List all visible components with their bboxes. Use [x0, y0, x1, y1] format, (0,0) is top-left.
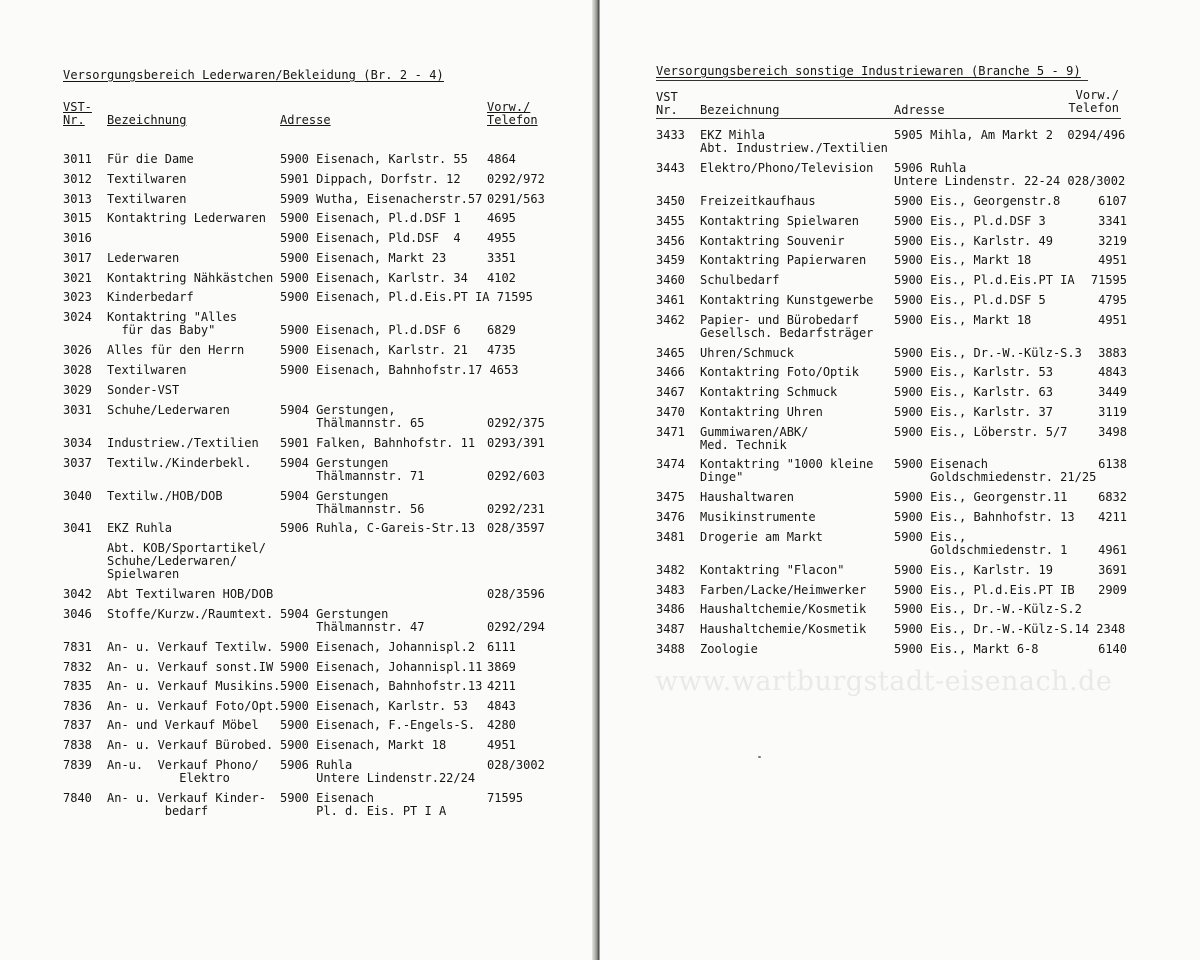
- bezeichnung-cell: Gummiwaren/ABK/ Med. Technik: [700, 425, 809, 452]
- bezeichnung-cell: Kontaktring "1000 kleine Dinge": [700, 457, 874, 484]
- telefon-cell: 4951: [487, 738, 516, 752]
- vst-number: 3481: [656, 530, 685, 544]
- telefon-cell: 4843: [487, 699, 516, 713]
- bezeichnung-cell: Kontaktring "Alles für das Baby": [107, 310, 238, 337]
- adresse-cell: 5900 Eisenach, Pl.d.DSF 1: [280, 211, 461, 225]
- adresse-cell: 5900 Eisenach, Markt 23: [280, 251, 447, 265]
- telefon-cell: 4735: [487, 343, 516, 357]
- telefon-cell: 6832: [1098, 490, 1127, 504]
- vst-number: 3460: [656, 273, 685, 287]
- adresse-cell: 5900 Eis., Dr.-W.-Külz-S.2: [894, 602, 1082, 616]
- telefon-cell: 028/3002: [487, 758, 545, 772]
- adresse-cell: 5900 Eis., Georgenstr.8: [894, 194, 1061, 208]
- bezeichnung-cell: Kontaktring Schmuck: [700, 385, 838, 399]
- left-header-telefon-text: Vorw./ Telefon: [487, 100, 538, 127]
- adresse-cell: 5904 Gerstungen, Thälmannstr. 65: [280, 403, 425, 430]
- adresse-cell: 5909 Wutha, Eisenacherstr.57: [280, 192, 483, 206]
- bezeichnung-cell: An- u. Verkauf Foto/Opt.: [107, 699, 281, 713]
- bezeichnung-cell: Schulbedarf: [700, 273, 780, 287]
- bezeichnung-cell: Elektro/Phono/Television: [700, 161, 874, 175]
- vst-number: 3466: [656, 365, 685, 379]
- bezeichnung-cell: Textilwaren: [107, 192, 187, 206]
- vst-number: 7832: [63, 660, 92, 674]
- right-header-rule: [656, 118, 1121, 119]
- bezeichnung-cell: Schuhe/Lederwaren: [107, 403, 230, 417]
- vst-number: 3467: [656, 385, 685, 399]
- right-header-vst-nr: [656, 91, 678, 117]
- vst-number: 3024: [63, 310, 92, 324]
- vst-number: 3450: [656, 194, 685, 208]
- vst-number: 3483: [656, 583, 685, 597]
- adresse-cell: 5900 Eis., Karlstr. 63: [894, 385, 1053, 399]
- telefon-cell: 4951: [1098, 313, 1127, 327]
- vst-number: 3037: [63, 456, 92, 470]
- adresse-cell: 5900 Eis., Dr.-W.-Külz-S.14 2348: [894, 622, 1126, 636]
- adresse-cell: 5900 Eisenach, Pl.d.Eis.PT IA 71595: [280, 290, 533, 304]
- adresse-cell: 5906 Ruhla Untere Lindenstr. 22-24 028/3002: [894, 161, 1126, 188]
- bezeichnung-cell: EKZ Mihla Abt. Industriew./Textilien: [700, 128, 888, 155]
- vst-number: 7831: [63, 640, 92, 654]
- vst-number: 3013: [63, 192, 92, 206]
- adresse-cell: 5904 Gerstungen Thälmannstr. 47: [280, 607, 425, 634]
- left-header-vst-nr: [63, 101, 92, 127]
- vst-number: 3471: [656, 425, 685, 439]
- telefon-cell: 0292/972: [487, 172, 545, 186]
- bezeichnung-cell: Textilwaren: [107, 363, 187, 377]
- telefon-cell: 3351: [487, 251, 516, 265]
- vst-number: 3470: [656, 405, 685, 419]
- left-header-telefon: [487, 101, 538, 127]
- adresse-cell: 5900 Eisenach Goldschmiedenstr. 21/25: [894, 457, 1097, 484]
- bezeichnung-cell: Kontaktring Papierwaren: [700, 253, 867, 267]
- right-header-adresse: Adresse: [894, 103, 945, 117]
- adresse-cell: 5900 Eis., Markt 6-8: [894, 642, 1039, 656]
- vst-number: 3465: [656, 346, 685, 360]
- telefon-cell: 0292/603: [487, 469, 545, 483]
- bezeichnung-cell: An- u. Verkauf sonst.IW: [107, 660, 274, 674]
- bezeichnung-cell: Kontaktring Uhren: [700, 405, 823, 419]
- adresse-cell: 5900 Eis., Markt 18: [894, 313, 1032, 327]
- telefon-cell: 6140: [1098, 642, 1127, 656]
- telefon-cell: 71595: [1090, 273, 1127, 287]
- right-title-rule: [656, 80, 1088, 81]
- adresse-cell: 5900 Eisenach, Bahnhofstr.17 4653: [280, 363, 519, 377]
- vst-number: 3461: [656, 293, 685, 307]
- adresse-cell: 5900 Eisenach, Bahnhofstr.13: [280, 679, 483, 693]
- adresse-cell: 5901 Falken, Bahnhofstr. 11: [280, 436, 476, 450]
- telefon-cell: 3869: [487, 660, 516, 674]
- right-header-telefon-text: Vorw./ Telefon: [1068, 88, 1119, 115]
- bezeichnung-cell: Haushaltwaren: [700, 490, 794, 504]
- adresse-cell: 5900 Eisenach, Pl.d.DSF 6: [280, 323, 461, 337]
- telefon-cell: 71595: [487, 791, 524, 805]
- vst-number: 7836: [63, 699, 92, 713]
- vst-number: 3486: [656, 602, 685, 616]
- adresse-cell: 5900 Eis., Karlstr. 49: [894, 234, 1053, 248]
- bezeichnung-cell: Stoffe/Kurzw./Raumtext.: [107, 607, 274, 621]
- vst-number: 3456: [656, 234, 685, 248]
- telefon-cell: 4795: [1098, 293, 1127, 307]
- telefon-cell: 0292/231: [487, 502, 545, 516]
- vst-number: 3016: [63, 231, 92, 245]
- telefon-cell: 6111: [487, 640, 516, 654]
- vst-number: 3029: [63, 383, 92, 397]
- adresse-cell: 5901 Dippach, Dorfstr. 12: [280, 172, 461, 186]
- adresse-cell: 5900 Eisenach, Markt 18: [280, 738, 447, 752]
- vst-number: 3040: [63, 489, 92, 503]
- telefon-cell: 4211: [1098, 510, 1127, 524]
- bezeichnung-cell: An- u. Verkauf Kinder- bedarf: [107, 791, 266, 818]
- right-page: [600, 0, 1200, 960]
- left-page-title: Versorgungsbereich Lederwaren/Bekleidung (Br. 2 - 4): [63, 68, 444, 82]
- telefon-cell: 4102: [487, 271, 516, 285]
- telefon-cell: 4961: [1098, 543, 1127, 557]
- telefon-cell: 3883: [1098, 346, 1127, 360]
- telefon-cell: 3219: [1098, 234, 1127, 248]
- vst-number: 7837: [63, 718, 92, 732]
- telefon-cell: 6107: [1098, 194, 1127, 208]
- vst-number: 7840: [63, 791, 92, 805]
- adresse-cell: 5900 Eis., Georgenstr.11: [894, 490, 1068, 504]
- telefon-cell: 4695: [487, 211, 516, 225]
- vst-number: 3034: [63, 436, 92, 450]
- telefon-cell: 0293/391: [487, 436, 545, 450]
- telefon-cell: 3341: [1098, 214, 1127, 228]
- bezeichnung-cell: An- u. Verkauf Textilw.: [107, 640, 274, 654]
- adresse-cell: 5905 Mihla, Am Markt 2 0294/496: [894, 128, 1126, 142]
- vst-number: 3031: [63, 403, 92, 417]
- telefon-cell: 3449: [1098, 385, 1127, 399]
- vst-number: 3474: [656, 457, 685, 471]
- bezeichnung-cell: Haushaltchemie/Kosmetik: [700, 622, 867, 636]
- adresse-cell: 5900 Eisenach, Johannispl.11: [280, 660, 483, 674]
- bezeichnung-cell: Textilw./Kinderbekl.: [107, 456, 252, 470]
- bezeichnung-cell: Haushaltchemie/Kosmetik: [700, 602, 867, 616]
- bezeichnung-cell: Uhren/Schmuck: [700, 346, 794, 360]
- bezeichnung-cell: Drogerie am Markt: [700, 530, 823, 544]
- vst-number: 3042: [63, 587, 92, 601]
- vst-number: 3455: [656, 214, 685, 228]
- adresse-cell: 5900 Eis., Karlstr. 19: [894, 563, 1053, 577]
- bezeichnung-cell: Alles für den Herrn: [107, 343, 245, 357]
- telefon-cell: 0291/563: [487, 192, 545, 206]
- bezeichnung-cell: An- u. Verkauf Bürobed.: [107, 738, 274, 752]
- telefon-cell: 2909: [1098, 583, 1127, 597]
- bezeichnung-cell: Lederwaren: [107, 251, 180, 265]
- adresse-cell: 5906 Ruhla, C-Gareis-Str.13: [280, 521, 476, 535]
- bezeichnung-cell: EKZ Ruhla: [107, 521, 173, 535]
- bezeichnung-cell: Farben/Lacke/Heimwerker: [700, 583, 867, 597]
- telefon-cell: 4280: [487, 718, 516, 732]
- left-page: [0, 0, 598, 960]
- telefon-cell: 3119: [1098, 405, 1127, 419]
- bezeichnung-cell: Sonder-VST: [107, 383, 180, 397]
- left-header-bezeichnung: Bezeichnung: [107, 113, 187, 127]
- bezeichnung-cell: Abt Textilwaren HOB/DOB: [107, 587, 274, 601]
- bezeichnung-cell: Kontaktring "Flacon": [700, 563, 845, 577]
- vst-number: 3433: [656, 128, 685, 142]
- bezeichnung-cell: An- und Verkauf Möbel: [107, 718, 259, 732]
- adresse-cell: 5904 Gerstungen Thälmannstr. 56: [280, 489, 425, 516]
- vst-number: 7839: [63, 758, 92, 772]
- vst-number: 7838: [63, 738, 92, 752]
- bezeichnung-cell: Kontaktring Nähkästchen: [107, 271, 274, 285]
- telefon-cell: 4211: [487, 679, 516, 693]
- adresse-cell: 5900 Eisenach, Karlstr. 34: [280, 271, 468, 285]
- vst-number: 3443: [656, 161, 685, 175]
- adresse-cell: 5900 Eis., Pl.d.DSF 3: [894, 214, 1046, 228]
- vst-number: 3023: [63, 290, 92, 304]
- vst-number: 3021: [63, 271, 92, 285]
- telefon-cell: 4951: [1098, 253, 1127, 267]
- adresse-cell: 5900 Eis., Pl.d.Eis.PT IB: [894, 583, 1075, 597]
- telefon-cell: 4864: [487, 152, 516, 166]
- bezeichnung-cell: Textilw./HOB/DOB: [107, 489, 223, 503]
- adresse-cell: 5900 Eisenach Pl. d. Eis. PT I A: [280, 791, 447, 818]
- telefon-cell: 3691: [1098, 563, 1127, 577]
- bezeichnung-cell: Textilwaren: [107, 172, 187, 186]
- right-page-title: Versorgungsbereich sonstige Industriewaren (Branche 5 - 9): [656, 64, 1081, 78]
- vst-number: 3012: [63, 172, 92, 186]
- telefon-cell: 0292/294: [487, 620, 545, 634]
- adresse-cell: 5900 Eis., Karlstr. 37: [894, 405, 1053, 419]
- adresse-cell: 5900 Eis., Bahnhofstr. 13: [894, 510, 1075, 524]
- adresse-cell: 5900 Eis., Goldschmiedenstr. 1: [894, 530, 1068, 557]
- vst-number: 3041: [63, 521, 92, 535]
- telefon-cell: 4843: [1098, 365, 1127, 379]
- bezeichnung-cell: An-u. Verkauf Phono/ Elektro: [107, 758, 259, 785]
- adresse-cell: 5900 Eis., Pl.d.DSF 5: [894, 293, 1046, 307]
- adresse-cell: 5900 Eisenach, Pld.DSF 4: [280, 231, 461, 245]
- bezeichnung-cell: Kontaktring Lederwaren: [107, 211, 266, 225]
- bezeichnung-cell: Kontaktring Kunstgewerbe: [700, 293, 874, 307]
- telefon-cell: 3498: [1098, 425, 1127, 439]
- left-header-nr-text: VST- Nr.: [63, 100, 92, 127]
- telefon-cell: 0292/375: [487, 416, 545, 430]
- bezeichnung-cell: Kinderbedarf: [107, 290, 194, 304]
- adresse-cell: 5900 Eis., Dr.-W.-Külz-S.3: [894, 346, 1082, 360]
- vst-number: 3046: [63, 607, 92, 621]
- bezeichnung-cell: Freizeitkaufhaus: [700, 194, 816, 208]
- adresse-cell: 5900 Eisenach, Karlstr. 55: [280, 152, 468, 166]
- vst-number: 3011: [63, 152, 92, 166]
- vst-number: 3028: [63, 363, 92, 377]
- vst-number: 3017: [63, 251, 92, 265]
- vst-number: 3475: [656, 490, 685, 504]
- adresse-cell: 5900 Eis., Löberstr. 5/7: [894, 425, 1068, 439]
- adresse-cell: 5900 Eisenach, Karlstr. 53: [280, 699, 468, 713]
- vst-number: 3026: [63, 343, 92, 357]
- adresse-cell: 5904 Gerstungen Thälmannstr. 71: [280, 456, 425, 483]
- paper-speck: [758, 756, 761, 758]
- bezeichnung-cell: Kontaktring Foto/Optik: [700, 365, 859, 379]
- adresse-cell: 5906 Ruhla Untere Lindenstr.22/24: [280, 758, 476, 785]
- adresse-cell: 5900 Eis., Markt 18: [894, 253, 1032, 267]
- bezeichnung-cell: Papier- und Bürobedarf Gesellsch. Bedarfsträger: [700, 313, 874, 340]
- vst-number: 3487: [656, 622, 685, 636]
- left-header-adresse: Adresse: [280, 113, 331, 127]
- bezeichnung-cell: Zoologie: [700, 642, 758, 656]
- vst-number: 7835: [63, 679, 92, 693]
- telefon-cell: 4955: [487, 231, 516, 245]
- vst-number: 3482: [656, 563, 685, 577]
- telefon-cell: 6829: [487, 323, 516, 337]
- bezeichnung-cell: An- u. Verkauf Musikins.: [107, 679, 281, 693]
- vst-number: 3015: [63, 211, 92, 225]
- bezeichnung-cell: Musikinstrumente: [700, 510, 816, 524]
- telefon-cell: 028/3597: [487, 521, 545, 535]
- bezeichnung-cell: Industriew./Textilien: [107, 436, 259, 450]
- vst-number: 3462: [656, 313, 685, 327]
- adresse-cell: 5900 Eis., Karlstr. 53: [894, 365, 1053, 379]
- bezeichnung-cell: Abt. KOB/Sportartikel/ Schuhe/Lederwaren/ Spielwaren: [107, 541, 266, 581]
- adresse-cell: 5900 Eisenach, Karlstr. 21: [280, 343, 468, 357]
- right-header-nr-text: VST Nr.: [656, 90, 678, 117]
- bezeichnung-cell: Kontaktring Spielwaren: [700, 214, 859, 228]
- adresse-cell: 5900 Eisenach, F.-Engels-S.: [280, 718, 476, 732]
- right-header-bezeichnung: Bezeichnung: [700, 103, 780, 117]
- bezeichnung-cell: Kontaktring Souvenir: [700, 234, 845, 248]
- vst-number: 3459: [656, 253, 685, 267]
- bezeichnung-cell: Für die Dame: [107, 152, 194, 166]
- adresse-cell: 5900 Eis., Pl.d.Eis.PT IA: [894, 273, 1075, 287]
- telefon-cell: 028/3596: [487, 587, 545, 601]
- right-header-telefon: [1068, 89, 1119, 115]
- vst-number: 3476: [656, 510, 685, 524]
- vst-number: 3488: [656, 642, 685, 656]
- telefon-cell: 6138: [1098, 457, 1127, 471]
- adresse-cell: 5900 Eisenach, Johannispl.2: [280, 640, 476, 654]
- watermark: www.wartburgstadt-eisenach.de: [655, 666, 1113, 697]
